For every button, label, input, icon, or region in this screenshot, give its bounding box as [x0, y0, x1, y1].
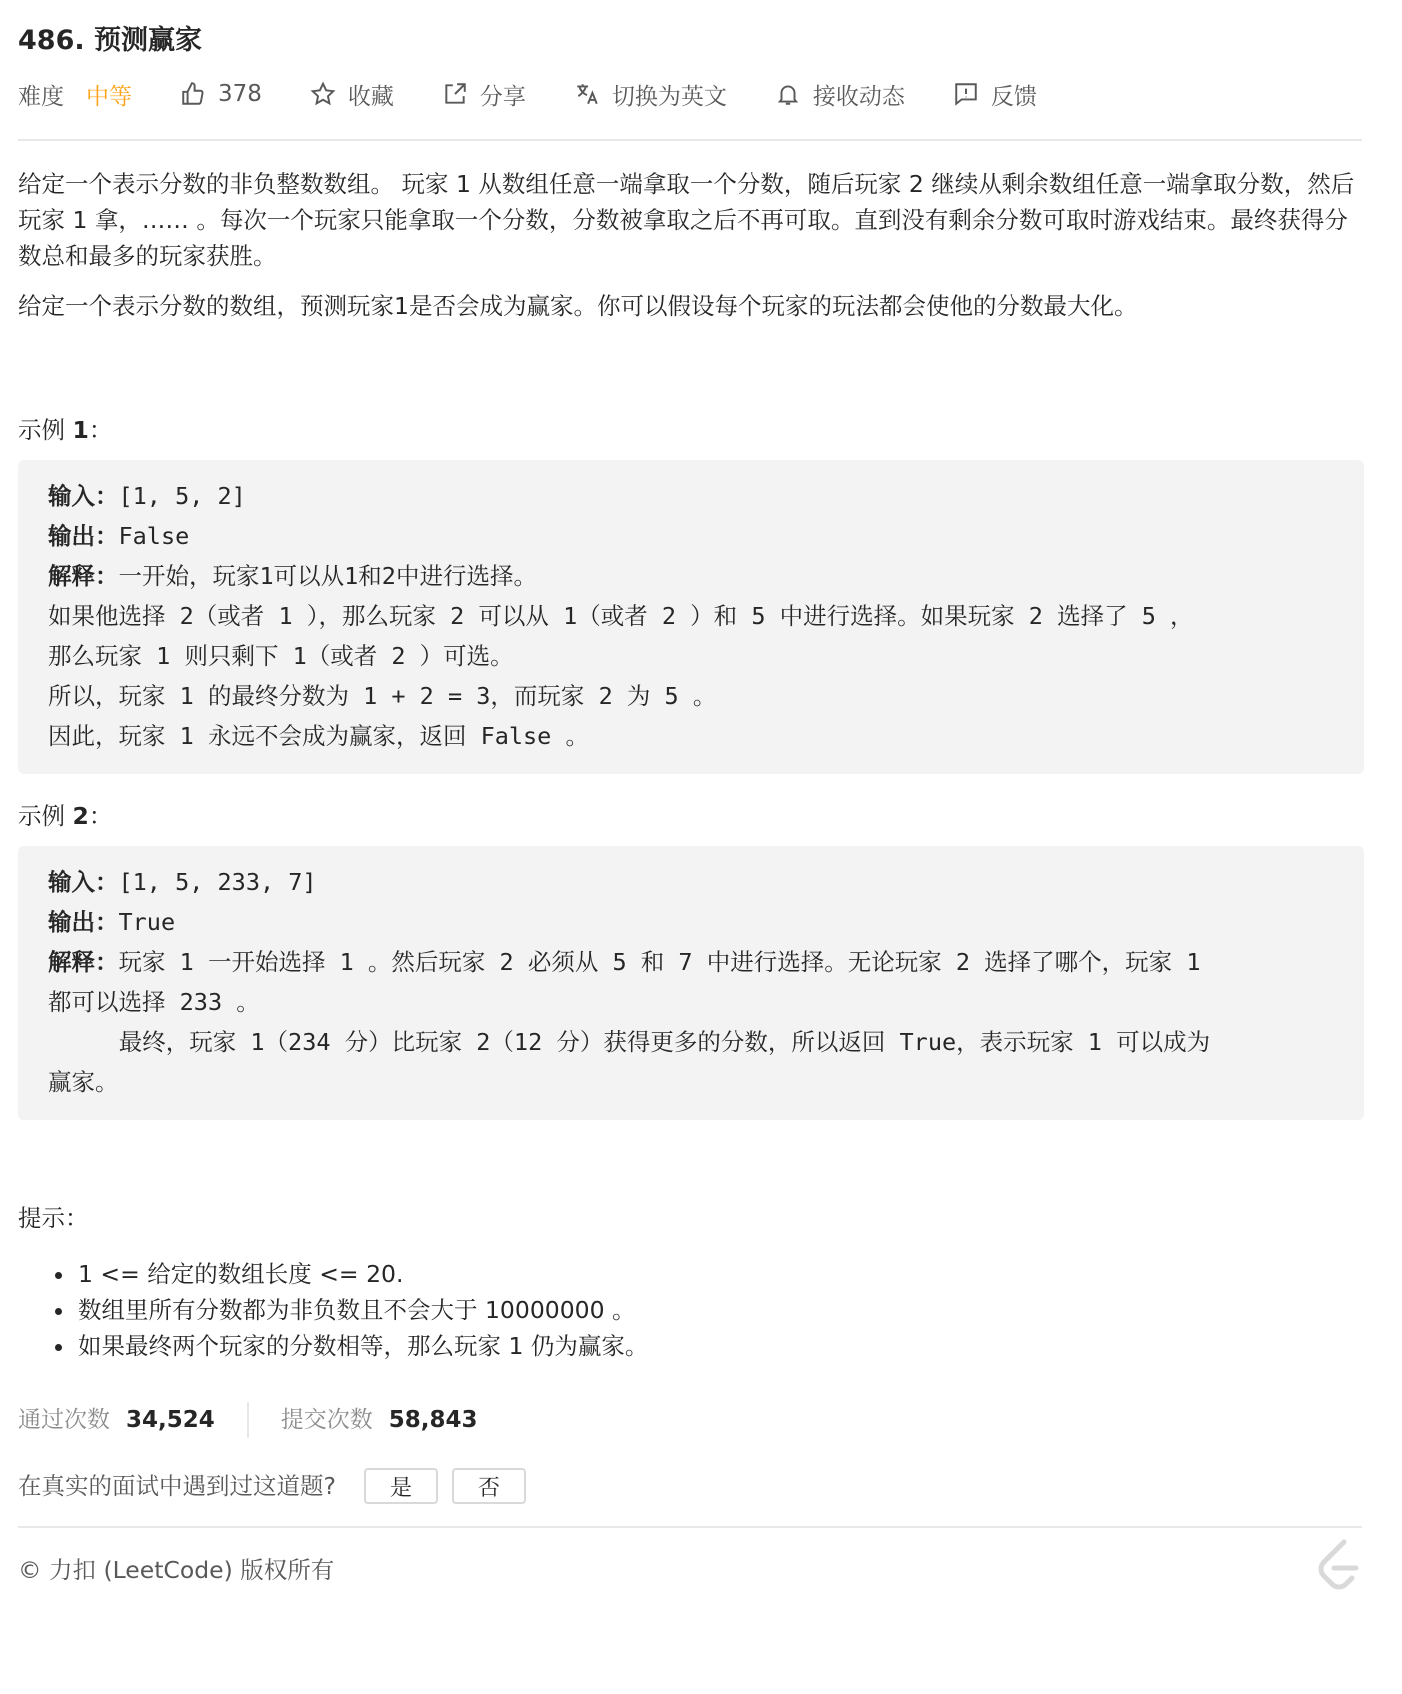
output-label: 输出： [48, 908, 119, 936]
explain-line: 最终，玩家 1（234 分）比玩家 2（12 分）获得更多的分数，所以返回 True，表示玩家 1 可以成为 [48, 1028, 1211, 1056]
share-button[interactable] [442, 78, 526, 111]
stats-divider [247, 1402, 249, 1438]
subscribe-label: 接收动态 [812, 83, 905, 110]
input-label: 输入： [48, 482, 119, 510]
feedback-label: 反馈 [990, 83, 1037, 110]
example-1-block [18, 460, 1364, 774]
interview-question: 在真实的面试中遇到过这道题? [18, 1472, 336, 1500]
explain-line: 赢家。 [48, 1068, 119, 1096]
submission-stats [18, 1402, 1364, 1438]
share-label: 分享 [479, 83, 526, 110]
yes-button[interactable]: 是 [364, 1468, 438, 1504]
difficulty-label: 难度 [18, 83, 64, 110]
share-icon [442, 81, 468, 107]
accepted-label: 通过次数 [18, 1407, 110, 1433]
submissions-label: 提交次数 [280, 1407, 373, 1433]
thumbs-up-icon [180, 81, 206, 107]
explain-line: 一开始，玩家1可以从1和2中进行选择。 [118, 562, 537, 590]
explain-line: 都可以选择 233 。 [48, 988, 260, 1016]
feedback-button[interactable] [953, 78, 1037, 111]
copyright-text: © 力扣 (LeetCode) 版权所有 [18, 1556, 335, 1584]
problem-content [18, 166, 1364, 1602]
explain-line: 如果他选择 2（或者 1 ），那么玩家 2 可以从 1（或者 2 ）和 5 中进行选择。如果玩家 2 选择了 5 ， [48, 602, 1194, 630]
star-icon [310, 81, 336, 107]
explain-line: 因此，玩家 1 永远不会成为赢家，返回 False 。 [48, 722, 589, 750]
example-2-block [18, 846, 1364, 1120]
input-label: 输入： [48, 868, 119, 896]
description-paragraph-2: 给定一个表示分数的数组，预测玩家1是否会成为赢家。你可以假设每个玩家的玩法都会使他的分数最大化。 [18, 292, 1138, 320]
like-count: 378 [218, 81, 262, 107]
subscribe-button[interactable] [775, 78, 905, 111]
interview-question-row [18, 1468, 1364, 1504]
switch-language-label: 切换为英文 [611, 83, 727, 110]
hints-title: 提示： [18, 1204, 89, 1232]
example-1-title: 示例 1： [18, 416, 113, 444]
explain-line: 玩家 1 一开始选择 1 。然后玩家 2 必须从 5 和 7 中进行选择。无论玩家 2 选择了哪个，玩家 1 [118, 948, 1201, 976]
problem-title: 486. 预测赢家 [18, 25, 203, 56]
accepted-count: 34,524 [126, 1407, 215, 1433]
favorite-label: 收藏 [347, 83, 394, 110]
output-value: False [118, 522, 190, 550]
input-value: [1, 5, 233, 7] [118, 868, 317, 896]
output-value: True [118, 908, 176, 936]
problem-toolbar [18, 74, 1085, 114]
explain-line: 那么玩家 1 则只剩下 1（或者 2 ）可选。 [48, 642, 514, 670]
explain-line: 所以，玩家 1 的最终分数为 1 + 2 = 3，而玩家 2 为 5 。 [48, 682, 717, 710]
switch-language-button[interactable] [574, 78, 727, 111]
explain-label: 解释： [48, 948, 119, 976]
leetcode-logo-icon [1314, 1538, 1362, 1602]
bell-icon [775, 81, 801, 107]
header-divider [18, 139, 1362, 141]
hint-item: • 1 <= 给定的数组长度 <= 20. [76, 1256, 1364, 1292]
footer [18, 1538, 1362, 1602]
description-paragraph-1: 给定一个表示分数的非负整数数组。 玩家 1 从数组任意一端拿取一个分数，随后玩家 2 继续从剩余数组任意一端拿取分数，然后玩家 1 拿，…… 。每次一个玩家只能拿取一个分数，分数被拿取之后不再可取。直到没有剩余分数可取时游戏结束。最终获得分数总和最多的玩家获胜。 [18, 170, 1355, 270]
difficulty-badge: 中等 [86, 83, 132, 110]
submissions-count: 58,843 [388, 1407, 478, 1433]
output-label: 输出： [48, 522, 119, 550]
input-value: [1, 5, 2] [118, 482, 246, 510]
no-button[interactable]: 否 [452, 1468, 526, 1504]
hint-item: • 如果最终两个玩家的分数相等，那么玩家 1 仍为赢家。 [76, 1328, 1364, 1364]
favorite-button[interactable] [310, 78, 394, 111]
explain-label: 解释： [48, 562, 119, 590]
like-button[interactable] [180, 81, 262, 107]
translate-icon [574, 81, 600, 107]
hint-item: • 数组里所有分数都为非负数且不会大于 10000000 。 [76, 1292, 1364, 1328]
feedback-icon [953, 81, 979, 107]
hints-list [18, 1256, 1364, 1364]
example-2-title: 示例 2： [18, 802, 113, 830]
